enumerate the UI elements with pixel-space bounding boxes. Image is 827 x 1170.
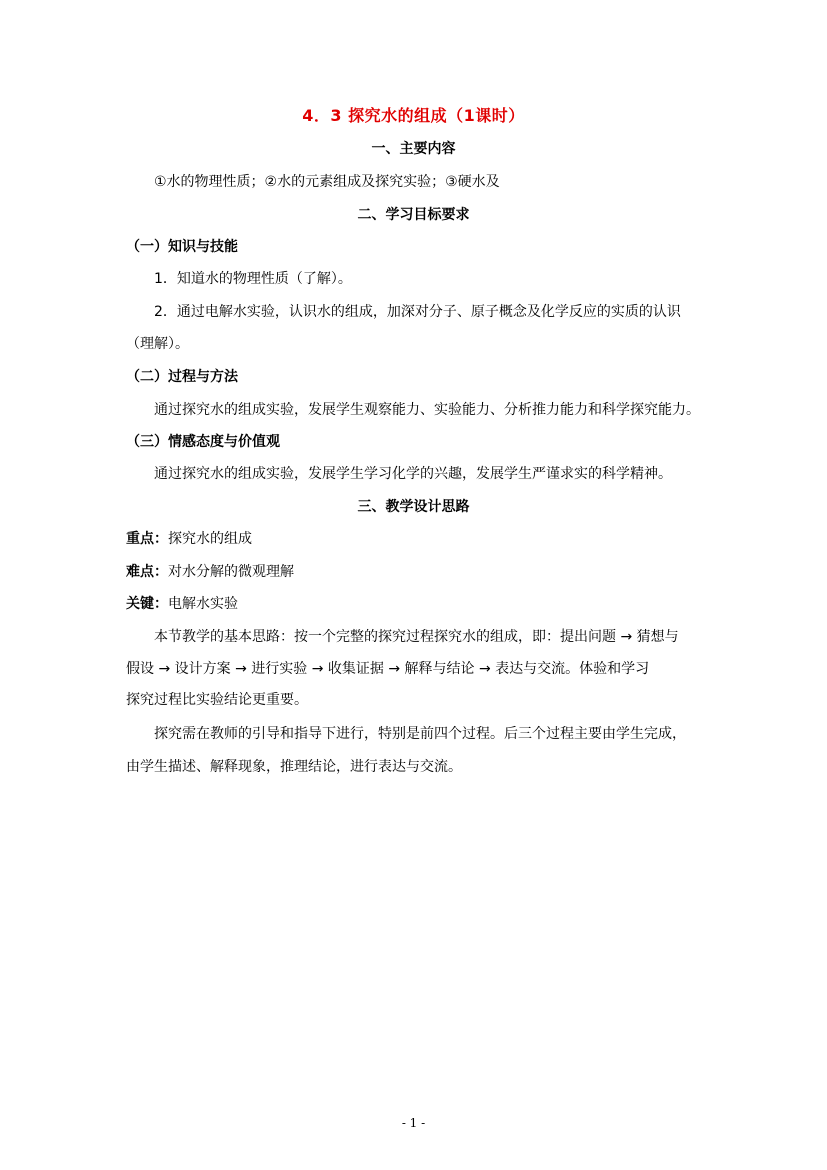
section-heading-teaching-design: 三、教学设计思路: [357, 499, 470, 515]
page-number: - 1 -: [401, 1116, 426, 1130]
knowledge-item-1: 1．知道水的物理性质（了解）。: [154, 271, 352, 287]
subheading-process-methods: （二）过程与方法: [126, 369, 238, 385]
knowledge-item-2: 2．通过电解水实验，认识水的组成，加深对分子、原子概念及化学反应的实质的认识: [154, 304, 681, 320]
document-title: 4．3 探究水的组成（1课时）: [302, 106, 525, 125]
subheading-knowledge-skills: （一）知识与技能: [126, 239, 238, 255]
subheading-attitude-values: （三）情感态度与价值观: [126, 434, 280, 450]
guidance-line-1: 探究需在教师的引导和指导下进行，特别是前四个过程。后三个过程主要由学生完成，: [154, 726, 686, 742]
guidance-line-2: 由学生描述、解释现象，推理结论，进行表达与交流。: [126, 759, 462, 775]
difficulty-line: [126, 562, 294, 582]
difficulty-label: 难点：: [126, 564, 168, 580]
main-content-text: ①水的物理性质；②水的元素组成及探究实验；③硬水及: [154, 174, 500, 190]
attitude-values-text: 通过探究水的组成实验，发展学生学习化学的兴趣，发展学生严谨求实的科学精神。: [154, 466, 672, 482]
crux-line: [126, 594, 238, 614]
teaching-idea-line-3: 探究过程比实验结论更重要。: [126, 692, 308, 708]
crux-label: 关键：: [126, 596, 168, 612]
knowledge-item-2-continued: （理解）。: [126, 336, 189, 352]
process-methods-text: 通过探究水的组成实验，发展学生观察能力、实验能力、分析推力能力和科学探究能力。: [154, 402, 700, 418]
difficulty-text: 对水分解的微观理解: [168, 564, 294, 580]
section-heading-main-content: 一、主要内容: [371, 141, 456, 157]
teaching-idea-line-1: 本节教学的基本思路：按一个完整的探究过程探究水的组成，即：提出问题 → 猜想与: [154, 629, 679, 645]
key-point-text: 探究水的组成: [168, 531, 252, 547]
key-point-label: 重点：: [126, 531, 168, 547]
teaching-idea-line-2: 假设 → 设计方案 → 进行实验 → 收集证据 → 解释与结论 → 表达与交流。体验和学习: [126, 661, 650, 677]
key-point-line: [126, 529, 252, 549]
section-heading-learning-goals: 二、学习目标要求: [357, 207, 470, 223]
crux-text: 电解水实验: [168, 596, 238, 612]
